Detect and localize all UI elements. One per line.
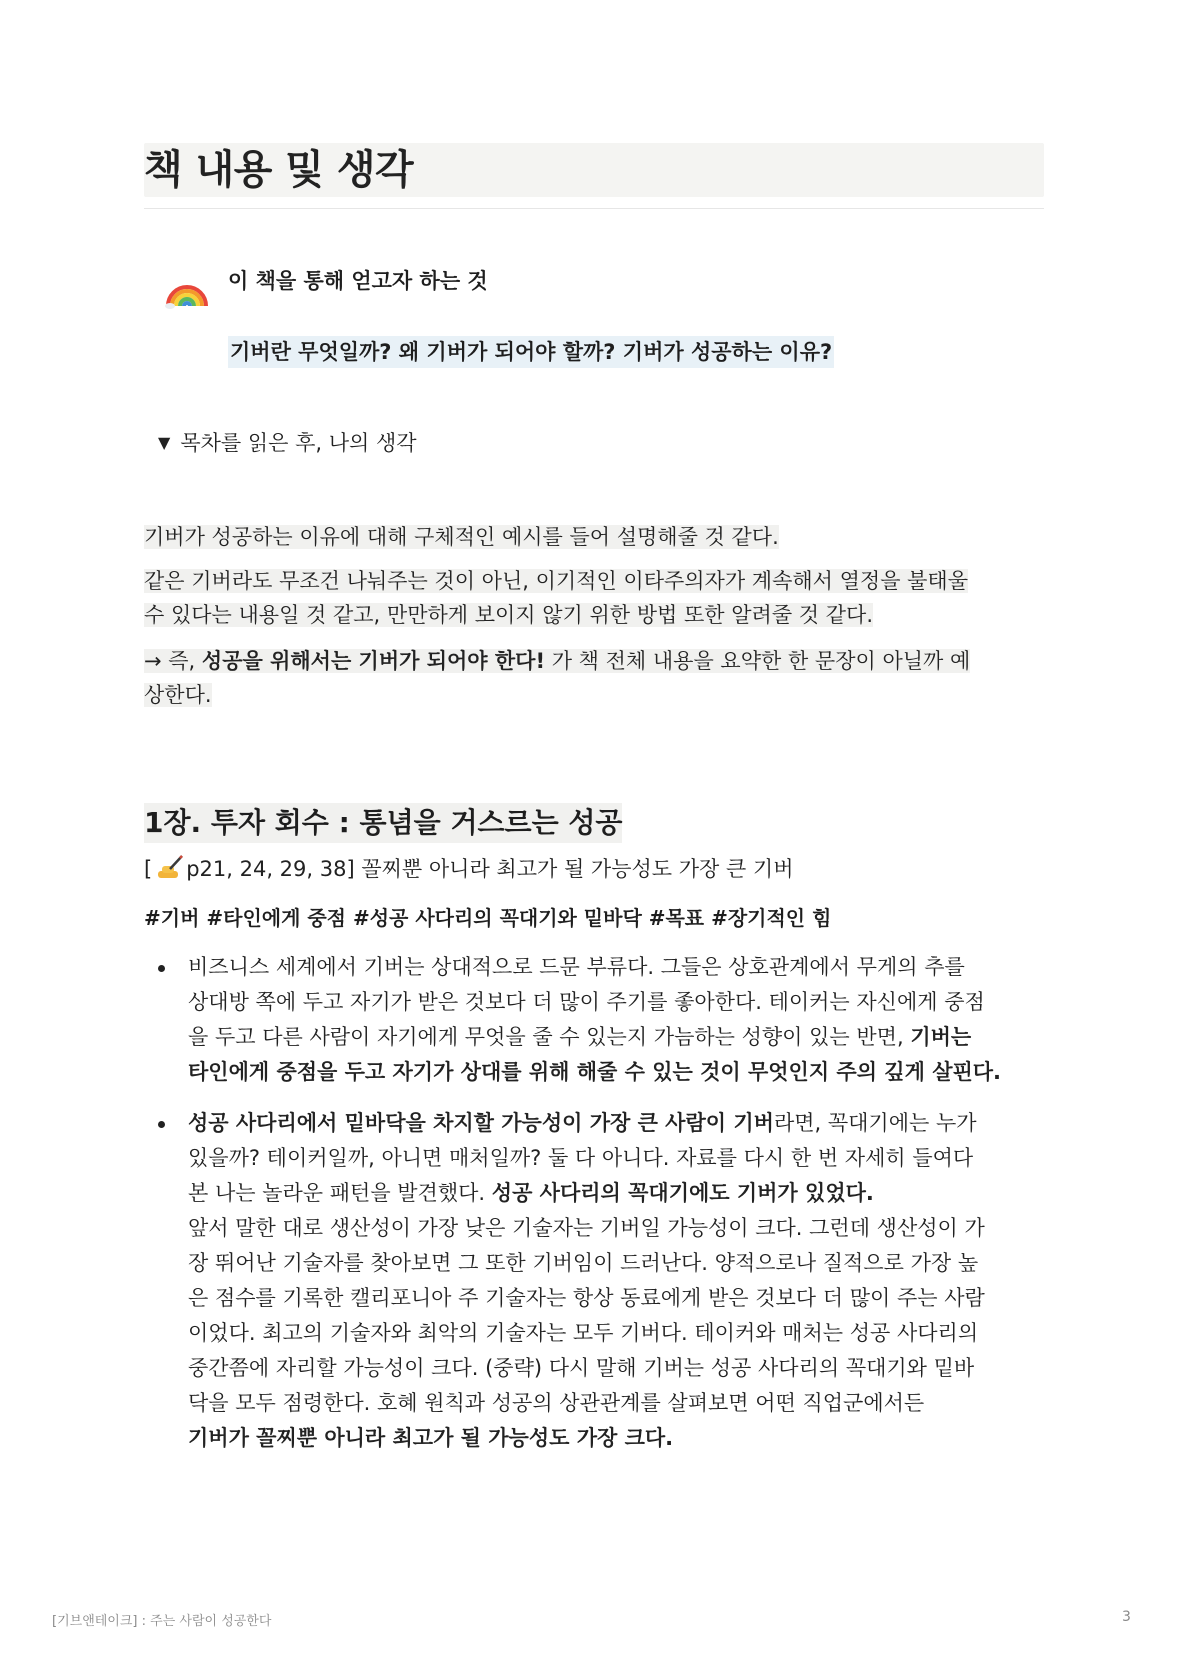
bullet-list [144,950,1044,1456]
thought-paragraph-1: 기버가 성공하는 이유에 대해 구체적인 예시를 들어 설명해줄 것 같다. [144,525,779,549]
thought-paragraph-2: 같은 기버라도 무조건 나눠주는 것이 아닌, 이기적인 이타주의자가 계속해서 열정을 불태울 수 있다는 내용일 것 같고, 만만하게 보이지 않기 위한 방법 또한 알려줄 것 같다. [144,569,969,627]
list-item: 성공 사다리에서 밑바닥을 차지할 가능성이 가장 큰 사람이 기버라면, 꼭대기에는 누가 있을까? 테이커일까, 아니면 매처일까? 둘 다 아니다. 자료를 다시 한 번 자세히 들여다 본 나는 놀라운 패턴을 발견했다. 성공 사다리의 꼭대기에도 기버가 있었다. 앞서 말한 대로 생산성이 가장 낮은 기술자는 기버일 가능성이 크다. 그런데 생산성이 가 장 뛰어난 기술자를 찾아보면 그 또한 기버임이 드러난다. 양적으로나 질적으로 가장 높 은 점수를 기록한 캘리포니아 주 기술자는 항상 동료에게 받은 것보다 더 많이 주는 사람 이었다. 최고의 기술자와 최악의 기술자는 모두 기버다. 테이커와 매처는 성공 사다리의 중간쯤에 자리할 가능성이 크다. (중략) 다시 말해 기버는 성공 사다리의 꼭대기와 밑바 닥을 모두 점령한다. 호혜 원칙과 성공의 상관관계를 살펴보면 어떤 직업군에서든 기버가 꼴찌뿐 아니라 최고가 될 가능성도 가장 크다. [144,1106,1044,1456]
writing-hand-icon [156,855,184,879]
page-title: 책 내용 및 생각 [144,147,414,193]
chapter-reference: [ p21, 24, 29, 38] 꼴찌뿐 아니라 최고가 될 가능성도 가장 큰 기버 [144,857,794,881]
rainbow-icon [165,268,209,312]
footer-doc-title: [기브앤테이크] : 주는 사람이 성공한다 [52,1614,272,1629]
thought-paragraph-3: → 즉, 성공을 위해서는 기버가 되어야 한다! 가 책 전체 내용을 요약한 한 문장이 아닐까 예 상한다. [144,649,971,707]
footer-page-number: 3 [1122,1609,1131,1625]
bullet-dot [158,1121,165,1128]
bullet-dot [158,965,165,972]
page-title-block [144,143,1044,197]
list-item: 비즈니스 세계에서 기버는 상대적으로 드문 부류다. 그들은 상호관계에서 무게의 추를 상대방 쪽에 두고 자기가 받은 것보다 더 많이 주기를 좋아한다. 테이커는 자신에게 중점 을 두고 다른 사람이 자기에게 무엇을 줄 수 있는지 가늠하는 성향이 있는 반면, 기버는 타인에게 중점을 두고 자기가 상대를 위해 해줄 수 있는 것이 무엇인지 주의 깊게 살핀다. [144,950,1044,1090]
hashtag-line: #기버 #타인에게 중점 #성공 사다리의 꼭대기와 밑바닥 #목표 #장기적인 힘 [144,906,832,930]
callout-question: 기버란 무엇일까? 왜 기버가 되어야 할까? 기버가 성공하는 이유? [228,336,834,368]
callout-heading: 이 책을 통해 얻고자 하는 것 [228,269,488,293]
toggle-table-of-contents[interactable] [158,428,417,460]
toggle-label: 목차를 읽은 후, 나의 생각 [180,431,417,455]
chapter-heading: 1장. 투자 회수 : 통념을 거스르는 성공 [144,803,622,843]
toggle-triangle-icon[interactable]: ▼ [158,433,171,452]
title-divider [144,208,1044,209]
